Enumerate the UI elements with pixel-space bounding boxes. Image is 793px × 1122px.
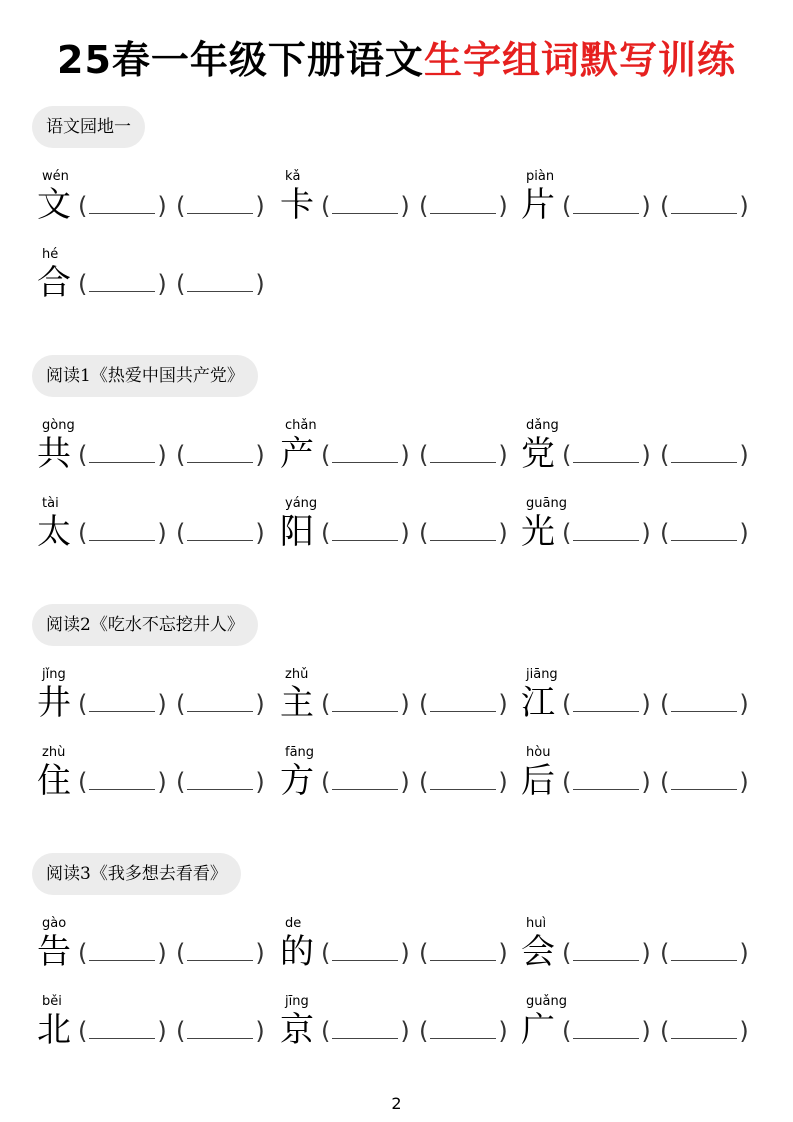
section-label: 阅读1《热爱中国共产党》 <box>32 355 258 397</box>
answer-blank[interactable]: ( ) <box>419 765 508 799</box>
hanzi: 片 <box>521 185 555 225</box>
title-red: 生字组词默写训练 <box>423 38 736 82</box>
hanzi: 党 <box>521 434 555 474</box>
pinyin: zhù <box>42 745 66 760</box>
word-item <box>277 169 527 239</box>
answer-blank[interactable]: ( ) <box>419 936 508 970</box>
answer-blank[interactable]: ( ) <box>78 765 167 799</box>
word-item <box>34 247 284 317</box>
answer-blank[interactable]: ( ) <box>176 765 265 799</box>
page-title <box>0 32 793 88</box>
hanzi: 井 <box>37 683 71 723</box>
answer-blank[interactable]: ( ) <box>321 765 410 799</box>
hanzi: 京 <box>280 1010 314 1050</box>
pinyin: kǎ <box>285 169 301 184</box>
pinyin: dǎng <box>526 418 559 433</box>
word-item <box>518 169 768 239</box>
word-item <box>277 667 527 737</box>
pinyin: zhǔ <box>285 667 309 682</box>
answer-blank[interactable]: ( ) <box>321 1014 410 1048</box>
answer-blank[interactable]: ( ) <box>176 438 265 472</box>
hanzi: 广 <box>521 1010 555 1050</box>
answer-blank[interactable]: ( ) <box>660 1014 749 1048</box>
answer-blank[interactable]: ( ) <box>176 936 265 970</box>
word-row <box>0 169 793 239</box>
section-label: 语文园地一 <box>32 106 145 148</box>
answer-blank[interactable]: ( ) <box>660 765 749 799</box>
answer-blank[interactable]: ( ) <box>78 1014 167 1048</box>
page-number: 2 <box>391 1094 402 1113</box>
word-row <box>0 418 793 488</box>
answer-blank[interactable]: ( ) <box>562 1014 651 1048</box>
word-item <box>34 496 284 566</box>
answer-blank[interactable]: ( ) <box>176 516 265 550</box>
hanzi: 的 <box>280 932 314 972</box>
answer-blank[interactable]: ( ) <box>176 267 265 301</box>
pinyin: hé <box>42 247 59 262</box>
pinyin: wén <box>42 169 69 184</box>
answer-blank[interactable]: ( ) <box>78 438 167 472</box>
answer-blank[interactable]: ( ) <box>176 189 265 223</box>
pinyin: yáng <box>285 496 318 511</box>
word-item <box>277 496 527 566</box>
hanzi: 文 <box>37 185 71 225</box>
answer-blank[interactable]: ( ) <box>176 1014 265 1048</box>
word-row <box>0 247 793 317</box>
hanzi: 告 <box>37 932 71 972</box>
section-label: 阅读2《吃水不忘挖井人》 <box>32 604 258 646</box>
word-row <box>0 667 793 737</box>
hanzi: 太 <box>37 512 71 552</box>
hanzi: 江 <box>521 683 555 723</box>
word-item <box>277 418 527 488</box>
answer-blank[interactable]: ( ) <box>321 936 410 970</box>
hanzi: 住 <box>37 761 71 801</box>
title-black: 25春一年级下册语文 <box>57 38 424 82</box>
answer-blank[interactable]: ( ) <box>660 189 749 223</box>
pinyin: chǎn <box>285 418 317 433</box>
answer-blank[interactable]: ( ) <box>562 765 651 799</box>
word-item <box>518 745 768 815</box>
pinyin: guǎng <box>526 994 567 1009</box>
word-item <box>34 169 284 239</box>
answer-blank[interactable]: ( ) <box>660 687 749 721</box>
word-item <box>277 745 527 815</box>
hanzi: 阳 <box>280 512 314 552</box>
pinyin: jǐng <box>42 667 66 682</box>
word-item <box>277 994 527 1064</box>
answer-blank[interactable]: ( ) <box>562 516 651 550</box>
pinyin: jiāng <box>526 667 558 682</box>
pinyin: guāng <box>526 496 567 511</box>
hanzi: 北 <box>37 1010 71 1050</box>
word-row <box>0 994 793 1064</box>
hanzi: 合 <box>37 263 71 303</box>
answer-blank[interactable]: ( ) <box>321 516 410 550</box>
answer-blank[interactable]: ( ) <box>419 438 508 472</box>
word-item <box>34 745 284 815</box>
word-row <box>0 916 793 986</box>
word-item <box>34 418 284 488</box>
answer-blank[interactable]: ( ) <box>419 189 508 223</box>
answer-blank[interactable]: ( ) <box>78 189 167 223</box>
word-item <box>34 916 284 986</box>
pinyin: běi <box>42 994 62 1009</box>
hanzi: 卡 <box>280 185 314 225</box>
pinyin: jīng <box>285 994 309 1009</box>
hanzi: 主 <box>280 683 314 723</box>
pinyin: hòu <box>526 745 551 760</box>
answer-blank[interactable]: ( ) <box>78 516 167 550</box>
answer-blank[interactable]: ( ) <box>78 687 167 721</box>
word-item <box>518 916 768 986</box>
answer-blank[interactable]: ( ) <box>419 516 508 550</box>
word-item <box>518 496 768 566</box>
hanzi: 产 <box>280 434 314 474</box>
hanzi: 方 <box>280 761 314 801</box>
answer-blank[interactable]: ( ) <box>562 438 651 472</box>
answer-blank[interactable]: ( ) <box>78 267 167 301</box>
answer-blank[interactable]: ( ) <box>660 936 749 970</box>
word-item <box>518 667 768 737</box>
answer-blank[interactable]: ( ) <box>321 687 410 721</box>
answer-blank[interactable]: ( ) <box>562 687 651 721</box>
pinyin: gào <box>42 916 67 931</box>
answer-blank[interactable]: ( ) <box>78 936 167 970</box>
pinyin: gòng <box>42 418 75 433</box>
hanzi: 后 <box>521 761 555 801</box>
section-label: 阅读3《我多想去看看》 <box>32 853 241 895</box>
pinyin: fāng <box>285 745 315 760</box>
word-item <box>34 667 284 737</box>
answer-blank[interactable]: ( ) <box>660 516 749 550</box>
word-item <box>277 916 527 986</box>
word-row <box>0 496 793 566</box>
hanzi: 光 <box>521 512 555 552</box>
pinyin: huì <box>526 916 547 931</box>
answer-blank[interactable]: ( ) <box>321 438 410 472</box>
answer-blank[interactable]: ( ) <box>562 189 651 223</box>
word-item <box>518 994 768 1064</box>
answer-blank[interactable]: ( ) <box>419 1014 508 1048</box>
answer-blank[interactable]: ( ) <box>660 438 749 472</box>
word-item <box>34 994 284 1064</box>
hanzi: 共 <box>37 434 71 474</box>
word-row <box>0 745 793 815</box>
word-item <box>518 418 768 488</box>
answer-blank[interactable]: ( ) <box>176 687 265 721</box>
pinyin: piàn <box>526 169 555 184</box>
answer-blank[interactable]: ( ) <box>419 687 508 721</box>
hanzi: 会 <box>521 932 555 972</box>
pinyin: de <box>285 916 302 931</box>
answer-blank[interactable]: ( ) <box>321 189 410 223</box>
pinyin: tài <box>42 496 59 511</box>
answer-blank[interactable]: ( ) <box>562 936 651 970</box>
